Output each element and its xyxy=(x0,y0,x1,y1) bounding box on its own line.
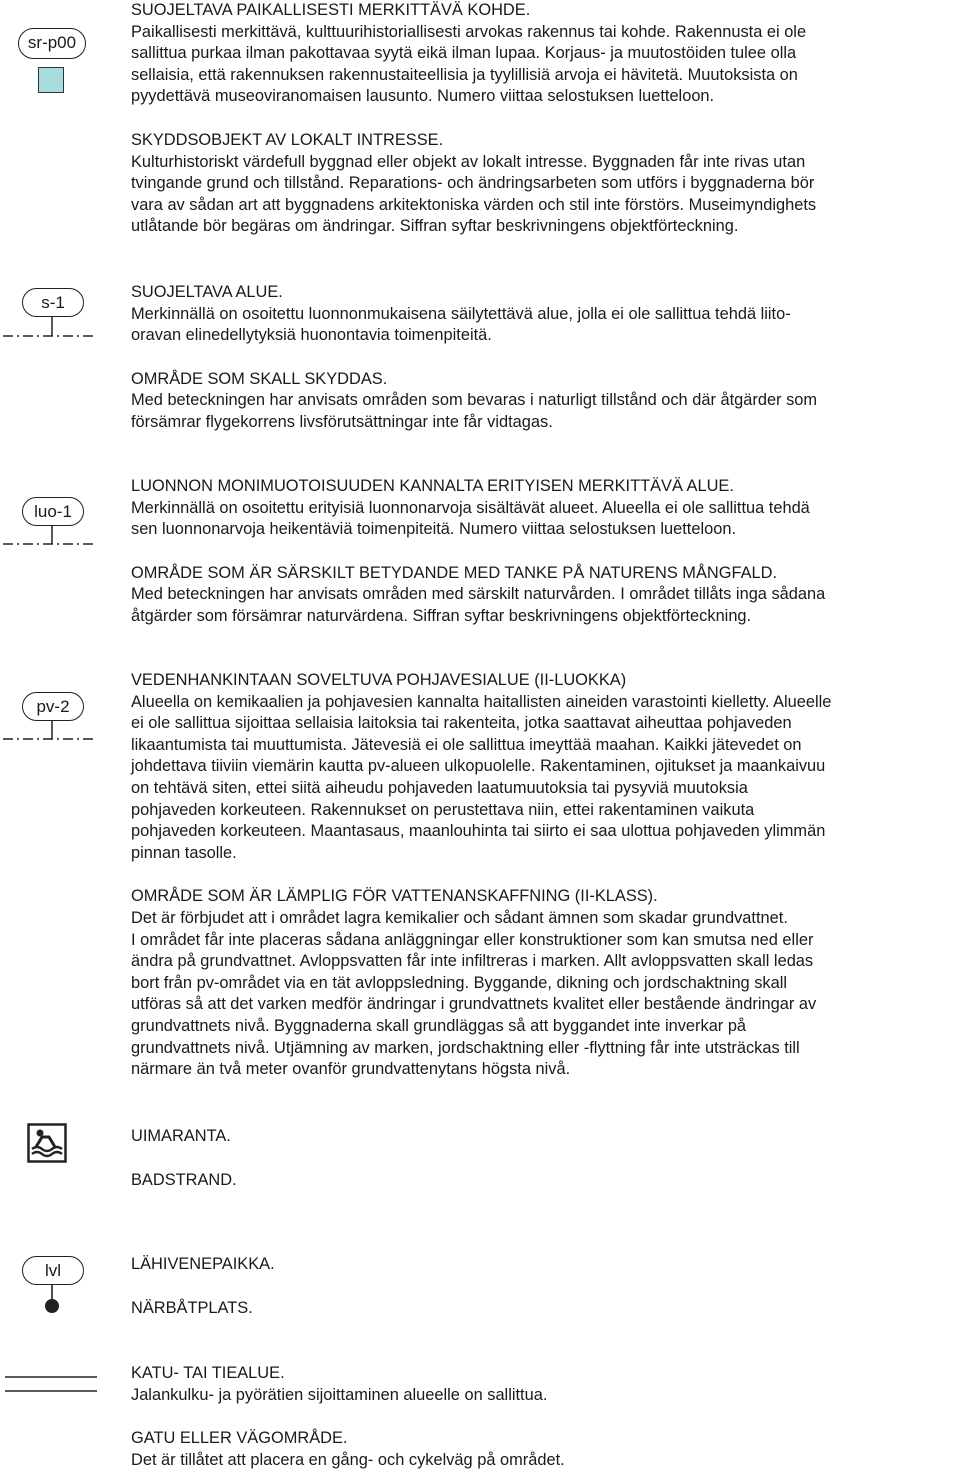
pin-dot-icon xyxy=(40,1284,64,1316)
sv-line: ändra på grundvattnet. Avloppsvatten får inte infiltreras i marken. Allt avloppsvatten skall ledas xyxy=(131,952,814,971)
dash-dot-boundary-icon xyxy=(0,525,100,553)
legend-entry xyxy=(131,0,946,238)
fi-heading: VEDENHANKINTAAN SOVELTUVA POHJAVESIALUE (II-LUOKKA) xyxy=(131,671,627,689)
sv-line: bort från pv-området via en tät avloppsledning. Byggande, dikning och jordschaktning skall xyxy=(131,973,788,992)
sv-heading: OMRÅDE SOM ÄR LÄMPLIG FÖR VATTENANSKAFFNING (II-KLASS). xyxy=(131,887,658,906)
dash-dot-boundary-icon xyxy=(0,316,100,344)
fi-line: pohjaveden korkeuteen. Maantasaus, maanlouhinta tai siirto ei saa ulottua pohjaveden ylimmän xyxy=(131,822,826,841)
square-swatch-icon xyxy=(38,67,64,93)
fi-heading: KATU- TAI TIEALUE. xyxy=(131,1364,285,1382)
double-line-icon xyxy=(0,1375,100,1395)
fi-heading: SUOJELTAVA ALUE. xyxy=(131,283,283,301)
fi-line: sen luonnonarvoja heikentäviä toimenpiteitä. Numero viittaa selostuksen luetteloon. xyxy=(131,520,736,539)
fi-line: on tehtävä siten, ettei siitä aiheudu pohjaveden laatumuutoksia tai pysyviä muutoksia xyxy=(131,778,748,797)
fi-line: johdettava tiiviin viemärin kautta pv-alueen ulkopuolelle. Rakentaminen, ojitukset ja maankaivuu xyxy=(131,757,826,776)
swimming-beach-icon xyxy=(27,1123,67,1163)
fi-line: ei ole sallittua sijoittaa sellaisia laitoksia tai rakenteita, jotka saattavat aiheuttaa pohjaveden xyxy=(131,714,792,733)
sv-line: grundvattnets nivå. Byggnaderna skall grundläggas så att byggandet inte inverkar på xyxy=(131,1016,747,1035)
sv-line: vara av sådan art att byggnadens arkitektoniska värden och stil inte förstörs. Museimyndighets xyxy=(131,195,817,214)
fi-heading: LÄHIVENEPAIKKA. xyxy=(131,1255,275,1273)
symbol-label: lvl xyxy=(22,1256,84,1285)
legend-entry xyxy=(131,282,946,434)
fi-line: pyydettävä museoviranomaisen lausunto. Numero viittaa selostuksen luetteloon. xyxy=(131,87,715,106)
legend-entry xyxy=(131,1363,946,1471)
fi-line: Merkinnällä on osoitettu erityisiä luonnonarvoja sisältävät alueet. Alueella ei ole sallittua tehdä xyxy=(131,498,810,517)
fi-line: Alueella on kemikaalien ja pohjavesien kannalta haitallisten aineiden varastointi kielletty. Alueelle xyxy=(131,692,832,711)
symbol-label: pv-2 xyxy=(22,692,84,721)
sv-line: utföras så att det varken medför ändringar i grundvattnets kvalitet eller bestående ändringar av xyxy=(131,995,817,1014)
sv-line: I området får inte placeras sådana anläggningar eller konstruktioner som kan smutsa ned eller xyxy=(131,930,814,949)
sv-line: tvingande grund och tillstånd. Reparations- och ändringsarbeten som utförs i byggnaderna bör xyxy=(131,174,815,193)
sv-line: Med beteckningen har anvisats områden som bevaras i naturligt tillstånd och där åtgärder som xyxy=(131,391,818,410)
fi-line: oravan elinedellytyksiä huonontavia toimenpiteitä. xyxy=(131,326,492,345)
fi-line: sellaisia, että rakennuksen rakennustaiteellisia ja tyylillisiä arvoja ei hävitetä. Muutoksista on xyxy=(131,65,798,84)
legend-entry xyxy=(131,1254,946,1319)
sv-line: grundvattnets nivå. Utjämning av marken, jordschaktning eller -flyttning får inte utsträckas till xyxy=(131,1038,800,1057)
sv-heading: NÄRBÅTPLATS. xyxy=(131,1298,253,1317)
fi-heading: LUONNON MONIMUOTOISUUDEN KANNALTA ERITYISEN MERKITTÄVÄ ALUE. xyxy=(131,477,734,495)
sv-heading: BADSTRAND. xyxy=(131,1170,237,1189)
sv-line: Det är tillåtet att placera en gång- och cykelväg på området. xyxy=(131,1450,565,1469)
fi-line: sallittua purkaa ilman pakottavaa syytä eikä ilman lupaa. Korjaus- ja muutostöiden tulee olla xyxy=(131,44,797,63)
fi-heading: SUOJELTAVA PAIKALLISESTI MERKITTÄVÄ KOHDE. xyxy=(131,1,531,19)
symbol-label: s-1 xyxy=(22,288,84,317)
sv-heading: OMRÅDE SOM SKALL SKYDDAS. xyxy=(131,369,388,388)
fi-line: pohjaveden korkeuteen. Rakennukset on perustettava niin, ettei rakentaminen vaikuta xyxy=(131,800,755,819)
sv-line: utlåtande bör begäras om ändringar. Siffran syftar beskrivningens objektförteckning. xyxy=(131,217,739,236)
sv-line: åtgärder som försämrar naturvärdena. Siffran syftar beskrivningens objektförteckning. xyxy=(131,606,752,625)
legend-entry xyxy=(131,670,946,1081)
fi-line: likaantumista tai muuttumista. Jätevesiä ei ole sallittua imeyttää maahan. Kaikki jätevedet on xyxy=(131,735,802,754)
legend-entry xyxy=(131,1126,946,1191)
legend-entry xyxy=(131,476,946,628)
symbol-label: sr-p00 xyxy=(18,28,86,59)
sv-line: Med beteckningen har anvisats områden med särskilt naturvården. I området tillåts inga sådana xyxy=(131,585,826,604)
fi-heading: UIMARANTA. xyxy=(131,1127,231,1145)
fi-line: Paikallisesti merkittävä, kulttuurihistoriallisesti arvokas rakennus tai kohde. Rakennusta ei ole xyxy=(131,22,807,41)
fi-line: Jalankulku- ja pyörätien sijoittaminen alueelle on sallittua. xyxy=(131,1385,548,1404)
fi-line: Merkinnällä on osoitettu luonnonmukaisena säilytettävä alue, jolla ei ole sallittua tehdä liito- xyxy=(131,304,791,323)
sv-heading: OMRÅDE SOM ÄR SÄRSKILT BETYDANDE MED TANKE PÅ NATURENS MÅNGFALD. xyxy=(131,563,778,582)
sv-heading: GATU ELLER VÄGOMRÅDE. xyxy=(131,1429,348,1448)
sv-line: försämrar flygekorrens livsförutsättningar inte får vidtagas. xyxy=(131,412,553,431)
dash-dot-boundary-icon xyxy=(0,720,100,748)
sv-line: närmare än två meter ovanför grundvattenytans högsta nivå. xyxy=(131,1060,571,1079)
fi-line: pinnan tasolle. xyxy=(131,843,237,862)
symbol-label: luo-1 xyxy=(22,497,84,526)
sv-line: Kulturhistoriskt värdefull byggnad eller objekt av lokalt intresse. Byggnaden får inte rivas utan xyxy=(131,152,806,171)
sv-line: Det är förbjudet att i området lagra kemikalier och sådant ämnen som skadar grundvattnet. xyxy=(131,908,788,927)
sv-heading: SKYDDSOBJEKT AV LOKALT INTRESSE. xyxy=(131,130,444,149)
